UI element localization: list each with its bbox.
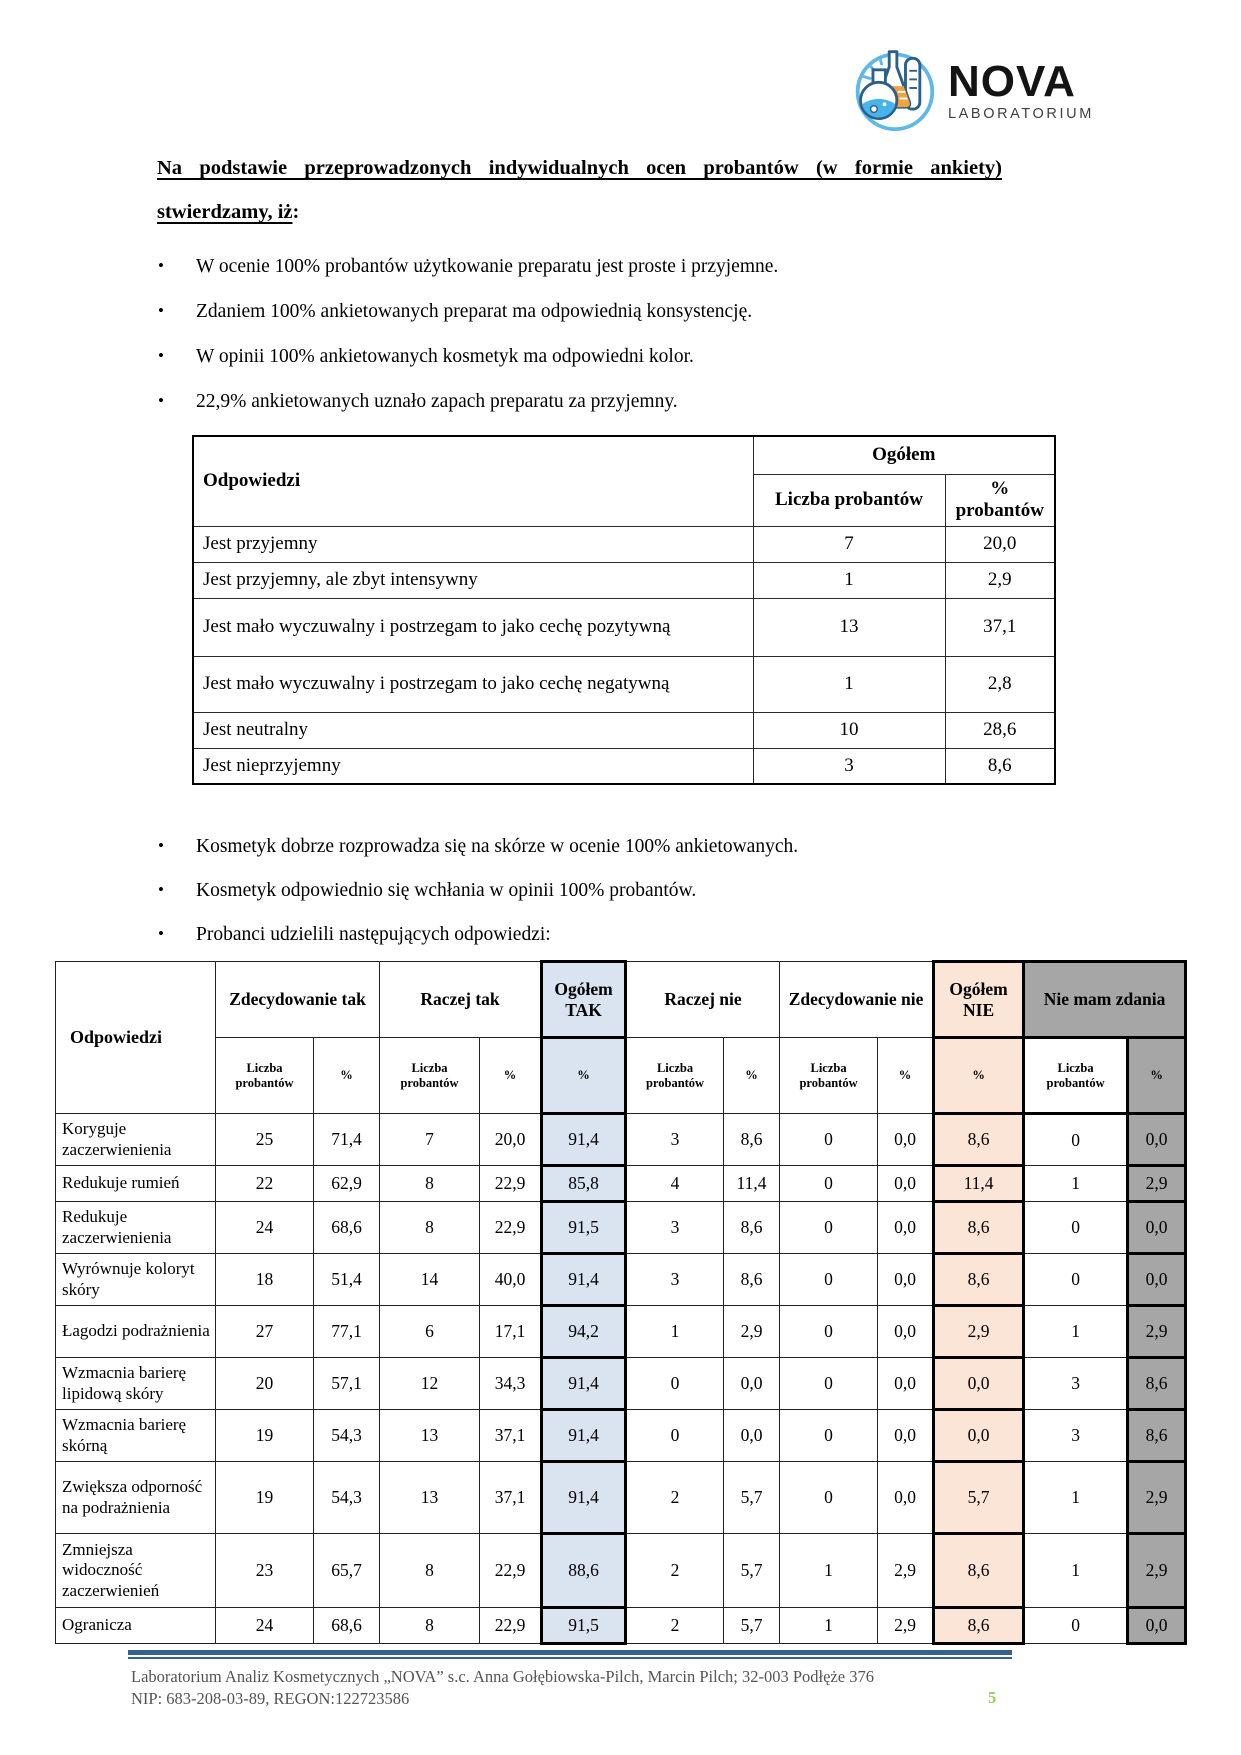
cell-count: 1 <box>753 656 945 712</box>
c-nie: 5,7 <box>934 1462 1024 1534</box>
c-rn-p: 8,6 <box>724 1114 780 1166</box>
c-nmz-n: 1 <box>1024 1462 1128 1534</box>
bullet-icon: • <box>158 346 164 365</box>
row-label: Redukuje rumień <box>56 1166 216 1202</box>
group-zdecydowanie-tak: Zdecydowanie tak <box>216 962 380 1038</box>
subheader-pct: % <box>878 1038 934 1114</box>
c-nie: 0,0 <box>934 1358 1024 1410</box>
c-rn-n: 4 <box>626 1166 724 1202</box>
c-zt-n: 24 <box>216 1608 314 1644</box>
c-nmz-p: 0,0 <box>1128 1202 1186 1254</box>
page-title <box>157 146 1002 234</box>
c-nmz-n: 3 <box>1024 1410 1128 1462</box>
table-row <box>56 1114 1186 1166</box>
c-nmz-p: 0,0 <box>1128 1608 1186 1644</box>
list-item <box>158 836 1018 858</box>
row-label: Wzmacnia barierę lipidową skóry <box>56 1358 216 1410</box>
table-row <box>193 712 1055 748</box>
footer-nip-regon-line: NIP: 683-208-03-89, REGON:122723586 <box>131 1689 410 1708</box>
row-label: Jest mało wyczuwalny i postrzegam to jako cechę pozytywną <box>193 598 753 656</box>
table-group-header-row <box>56 962 1186 1038</box>
c-zn-n: 0 <box>780 1166 878 1202</box>
c-rt-n: 8 <box>380 1608 480 1644</box>
c-rt-p: 40,0 <box>480 1254 542 1306</box>
c-tak: 91,4 <box>542 1462 626 1534</box>
c-rn-n: 2 <box>626 1534 724 1608</box>
c-zt-n: 20 <box>216 1358 314 1410</box>
list-item <box>158 346 1018 368</box>
c-rn-n: 2 <box>626 1462 724 1534</box>
bullet-icon: • <box>158 880 164 899</box>
c-zt-n: 25 <box>216 1114 314 1166</box>
bullet-icon: • <box>158 836 164 855</box>
subheader-pct: % <box>724 1038 780 1114</box>
c-rn-p: 2,9 <box>724 1306 780 1358</box>
logo-subtitle: LABORATORIUM <box>948 105 1094 122</box>
c-nmz-p: 8,6 <box>1128 1410 1186 1462</box>
page-title-line1: Na podstawie przeprowadzonych indywidualnych ocen probantów (w formie ankiety) <box>157 157 1002 179</box>
c-zn-p: 0,0 <box>878 1254 934 1306</box>
c-nmz-p: 2,9 <box>1128 1306 1186 1358</box>
c-rt-p: 17,1 <box>480 1306 542 1358</box>
c-rt-n: 8 <box>380 1534 480 1608</box>
c-zt-n: 19 <box>216 1462 314 1534</box>
list-item-text: 22,9% ankietowanych uznało zapach preparatu za przyjemny. <box>196 391 678 412</box>
group-raczej-nie: Raczej nie <box>626 962 780 1038</box>
row-label: Koryguje zaczerwienienia <box>56 1114 216 1166</box>
cell-percent: 2,8 <box>945 656 1055 712</box>
c-nmz-p: 2,9 <box>1128 1462 1186 1534</box>
bullet-icon: • <box>158 301 164 320</box>
c-nmz-n: 1 <box>1024 1534 1128 1608</box>
c-rn-p: 8,6 <box>724 1254 780 1306</box>
c-rt-p: 22,9 <box>480 1202 542 1254</box>
c-nmz-p: 0,0 <box>1128 1254 1186 1306</box>
subheader-liczba: Liczba probantów <box>380 1038 480 1114</box>
bullet-icon: • <box>158 924 164 943</box>
c-rt-p: 22,9 <box>480 1166 542 1202</box>
subheader-pct: % <box>1128 1038 1186 1114</box>
c-nmz-p: 0,0 <box>1128 1114 1186 1166</box>
table-row <box>193 562 1055 598</box>
c-rt-n: 8 <box>380 1166 480 1202</box>
table-row <box>56 1608 1186 1644</box>
subheader-liczba: Liczba probantów <box>626 1038 724 1114</box>
c-zn-n: 0 <box>780 1114 878 1166</box>
c-zn-n: 0 <box>780 1462 878 1534</box>
row-label: Jest neutralny <box>193 712 753 748</box>
c-tak: 85,8 <box>542 1166 626 1202</box>
bullet-icon: • <box>158 256 164 275</box>
subheader-liczba: Liczba probantów <box>216 1038 314 1114</box>
c-zn-n: 0 <box>780 1306 878 1358</box>
table-row <box>56 1166 1186 1202</box>
c-nmz-n: 3 <box>1024 1358 1128 1410</box>
logo-name: NOVA <box>948 56 1076 106</box>
c-zn-p: 0,0 <box>878 1202 934 1254</box>
c-nie: 11,4 <box>934 1166 1024 1202</box>
c-tak: 91,4 <box>542 1358 626 1410</box>
group-zdecydowanie-nie: Zdecydowanie nie <box>780 962 934 1038</box>
c-rt-p: 22,9 <box>480 1608 542 1644</box>
c-zn-n: 1 <box>780 1608 878 1644</box>
c-nmz-n: 0 <box>1024 1254 1128 1306</box>
c-rn-p: 11,4 <box>724 1166 780 1202</box>
row-label: Jest mało wyczuwalny i postrzegam to jako cechę negatywną <box>193 656 753 712</box>
c-rn-p: 0,0 <box>724 1410 780 1462</box>
header-odpowiedzi: Odpowiedzi <box>56 962 216 1114</box>
c-rt-n: 13 <box>380 1462 480 1534</box>
row-label: Zmniejsza widoczność zaczerwienień <box>56 1534 216 1608</box>
c-rn-n: 1 <box>626 1306 724 1358</box>
c-rt-p: 34,3 <box>480 1358 542 1410</box>
table-row <box>193 526 1055 562</box>
c-zt-n: 23 <box>216 1534 314 1608</box>
c-nmz-p: 2,9 <box>1128 1534 1186 1608</box>
list-item-text: W opinii 100% ankietowanych kosmetyk ma odpowiedni kolor. <box>196 346 694 367</box>
c-zt-p: 68,6 <box>314 1608 380 1644</box>
c-rn-n: 0 <box>626 1358 724 1410</box>
page-title-line2: stwierdzamy, iż <box>157 201 293 223</box>
c-zn-p: 0,0 <box>878 1410 934 1462</box>
table-row <box>193 748 1055 784</box>
c-rt-n: 7 <box>380 1114 480 1166</box>
c-rt-p: 37,1 <box>480 1410 542 1462</box>
row-label: Wyrównuje koloryt skóry <box>56 1254 216 1306</box>
footer-company-line: Laboratorium Analiz Kosmetycznych „NOVA” s.c. Anna Gołębiowska-Pilch, Marcin Pilch; 32-003 Podłęże 376 <box>131 1667 874 1686</box>
header-odpowiedzi: Odpowiedzi <box>193 436 753 526</box>
cell-percent: 2,9 <box>945 562 1055 598</box>
c-nmz-n: 1 <box>1024 1306 1128 1358</box>
c-zt-p: 57,1 <box>314 1358 380 1410</box>
c-nmz-n: 1 <box>1024 1166 1128 1202</box>
row-label: Redukuje zaczerwienienia <box>56 1202 216 1254</box>
table-header-row <box>193 436 1055 474</box>
list-item <box>158 301 1018 323</box>
c-nie: 0,0 <box>934 1410 1024 1462</box>
c-nmz-n: 0 <box>1024 1202 1128 1254</box>
c-zt-n: 18 <box>216 1254 314 1306</box>
c-zt-n: 24 <box>216 1202 314 1254</box>
c-rn-p: 8,6 <box>724 1202 780 1254</box>
page-number: 5 <box>988 1688 997 1707</box>
row-label: Jest przyjemny, ale zbyt intensywny <box>193 562 753 598</box>
c-rn-p: 5,7 <box>724 1462 780 1534</box>
table-subheader-row <box>56 1038 1186 1114</box>
c-tak: 91,4 <box>542 1254 626 1306</box>
c-nmz-p: 2,9 <box>1128 1166 1186 1202</box>
header-procent-probantow: % probantów <box>945 474 1055 526</box>
c-rt-p: 22,9 <box>480 1534 542 1608</box>
cell-percent: 28,6 <box>945 712 1055 748</box>
group-nie-mam-zdania: Nie mam zdania <box>1024 962 1186 1038</box>
c-rn-n: 3 <box>626 1202 724 1254</box>
c-zt-p: 51,4 <box>314 1254 380 1306</box>
c-tak: 91,5 <box>542 1608 626 1644</box>
subheader-pct: % <box>314 1038 380 1114</box>
table-row <box>56 1202 1186 1254</box>
list-item <box>158 256 1018 278</box>
cell-percent: 37,1 <box>945 598 1055 656</box>
c-rn-n: 0 <box>626 1410 724 1462</box>
c-rt-n: 8 <box>380 1202 480 1254</box>
subheader-liczba: Liczba probantów <box>1024 1038 1128 1114</box>
c-zt-p: 68,6 <box>314 1202 380 1254</box>
c-zt-p: 54,3 <box>314 1410 380 1462</box>
logo <box>850 44 1094 137</box>
c-nie: 8,6 <box>934 1534 1024 1608</box>
group-ogolem-nie: Ogółem NIE <box>934 962 1024 1038</box>
row-label: Wzmacnia barierę skórną <box>56 1410 216 1462</box>
c-zt-n: 22 <box>216 1166 314 1202</box>
c-zn-p: 0,0 <box>878 1462 934 1534</box>
c-rt-p: 20,0 <box>480 1114 542 1166</box>
c-tak: 88,6 <box>542 1534 626 1608</box>
c-rn-p: 0,0 <box>724 1358 780 1410</box>
c-tak: 91,4 <box>542 1410 626 1462</box>
row-label: Jest nieprzyjemny <box>193 748 753 784</box>
c-rt-n: 13 <box>380 1410 480 1462</box>
c-nie: 8,6 <box>934 1254 1024 1306</box>
c-nie: 8,6 <box>934 1202 1024 1254</box>
row-label: Zwiększa odporność na podrażnienia <box>56 1462 216 1534</box>
list-item <box>158 924 1018 946</box>
c-rn-n: 2 <box>626 1608 724 1644</box>
c-zn-n: 0 <box>780 1410 878 1462</box>
cell-count: 10 <box>753 712 945 748</box>
c-nmz-n: 0 <box>1024 1114 1128 1166</box>
c-nie: 2,9 <box>934 1306 1024 1358</box>
c-zn-p: 2,9 <box>878 1534 934 1608</box>
c-rn-p: 5,7 <box>724 1534 780 1608</box>
c-zt-p: 71,4 <box>314 1114 380 1166</box>
footer-divider <box>128 1650 1012 1659</box>
table-row <box>56 1358 1186 1410</box>
table-row <box>193 656 1055 712</box>
subheader-pct: % <box>542 1038 626 1114</box>
table-row <box>193 598 1055 656</box>
cell-percent: 20,0 <box>945 526 1055 562</box>
lab-flasks-icon <box>850 44 938 137</box>
list-item-text: Kosmetyk dobrze rozprowadza się na skórze w ocenie 100% ankietowanych. <box>196 836 799 857</box>
table-row <box>56 1254 1186 1306</box>
table-row <box>56 1306 1186 1358</box>
cell-count: 13 <box>753 598 945 656</box>
cell-count: 1 <box>753 562 945 598</box>
group-raczej-tak: Raczej tak <box>380 962 542 1038</box>
c-rt-n: 12 <box>380 1358 480 1410</box>
c-zn-n: 1 <box>780 1534 878 1608</box>
c-zt-p: 77,1 <box>314 1306 380 1358</box>
cell-count: 7 <box>753 526 945 562</box>
c-zt-p: 62,9 <box>314 1166 380 1202</box>
c-zn-n: 0 <box>780 1202 878 1254</box>
c-zn-n: 0 <box>780 1254 878 1306</box>
c-zt-n: 19 <box>216 1410 314 1462</box>
c-zn-p: 2,9 <box>878 1608 934 1644</box>
scent-ratings-table <box>192 435 1056 785</box>
list-item-text: W ocenie 100% probantów użytkowanie preparatu jest proste i przyjemne. <box>196 256 779 277</box>
c-rn-n: 3 <box>626 1254 724 1306</box>
c-tak: 91,5 <box>542 1202 626 1254</box>
c-rt-n: 6 <box>380 1306 480 1358</box>
c-nie: 8,6 <box>934 1608 1024 1644</box>
table-row <box>56 1534 1186 1608</box>
c-zn-p: 0,0 <box>878 1306 934 1358</box>
header-ogolem: Ogółem <box>753 436 1055 474</box>
footer <box>131 1666 991 1710</box>
page-title-colon: : <box>292 201 300 223</box>
c-nmz-n: 0 <box>1024 1608 1128 1644</box>
c-zt-n: 27 <box>216 1306 314 1358</box>
cell-percent: 8,6 <box>945 748 1055 784</box>
bullet-icon: • <box>158 391 164 410</box>
subheader-pct: % <box>934 1038 1024 1114</box>
c-tak: 91,4 <box>542 1114 626 1166</box>
c-zt-p: 54,3 <box>314 1462 380 1534</box>
list-item-text: Kosmetyk odpowiednio się wchłania w opinii 100% probantów. <box>196 880 697 901</box>
c-rn-n: 3 <box>626 1114 724 1166</box>
group-ogolem-tak: Ogółem TAK <box>542 962 626 1038</box>
answers-matrix-table <box>55 960 1187 1645</box>
subheader-pct: % <box>480 1038 542 1114</box>
c-nmz-p: 8,6 <box>1128 1358 1186 1410</box>
row-label: Łagodzi podrażnienia <box>56 1306 216 1358</box>
c-zn-n: 0 <box>780 1358 878 1410</box>
c-nie: 8,6 <box>934 1114 1024 1166</box>
cell-count: 3 <box>753 748 945 784</box>
table-row <box>56 1462 1186 1534</box>
row-label: Jest przyjemny <box>193 526 753 562</box>
c-zn-p: 0,0 <box>878 1358 934 1410</box>
list-item-text: Probanci udzielili następujących odpowiedzi: <box>196 924 551 945</box>
c-rt-n: 14 <box>380 1254 480 1306</box>
c-tak: 94,2 <box>542 1306 626 1358</box>
subheader-liczba: Liczba probantów <box>780 1038 878 1114</box>
row-label: Ogranicza <box>56 1608 216 1644</box>
list-item <box>158 391 1018 413</box>
c-zt-p: 65,7 <box>314 1534 380 1608</box>
list-item-text: Zdaniem 100% ankietowanych preparat ma odpowiednią konsystencję. <box>196 301 753 322</box>
list-item <box>158 880 1018 902</box>
c-zn-p: 0,0 <box>878 1166 934 1202</box>
table-row <box>56 1410 1186 1462</box>
c-rn-p: 5,7 <box>724 1608 780 1644</box>
c-rt-p: 37,1 <box>480 1462 542 1534</box>
c-zn-p: 0,0 <box>878 1114 934 1166</box>
header-liczba-probantow: Liczba probantów <box>753 474 945 526</box>
